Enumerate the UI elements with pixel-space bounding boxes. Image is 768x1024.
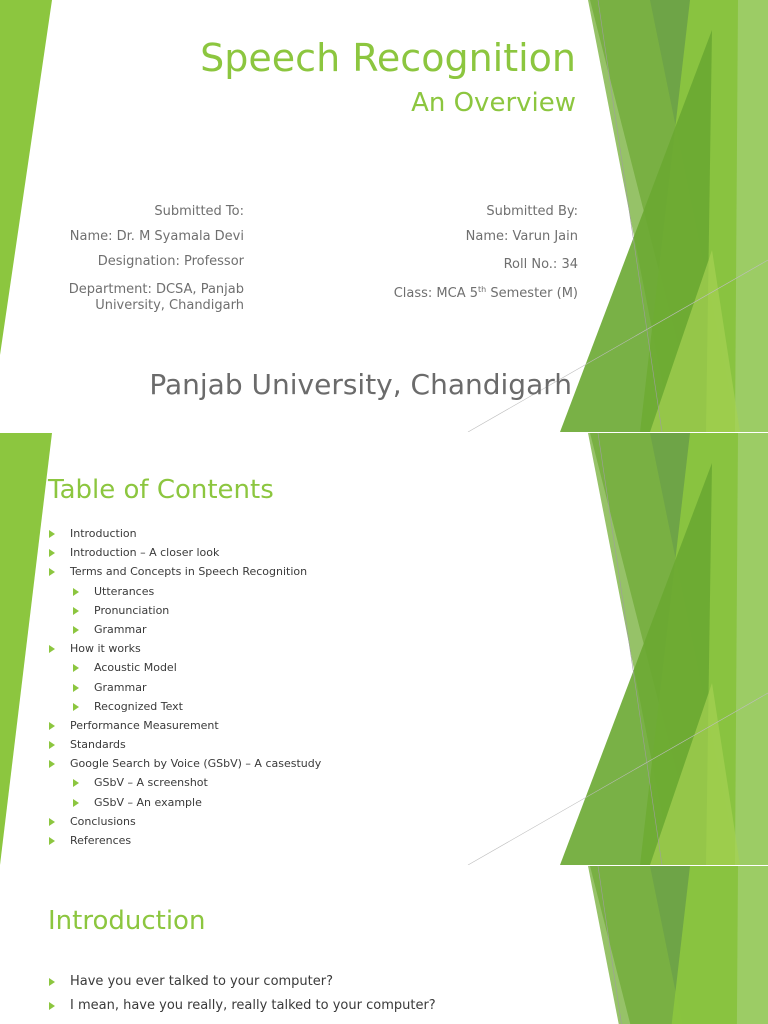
bullet-arrow-icon bbox=[49, 549, 55, 557]
bullet-arrow-icon bbox=[73, 799, 79, 807]
toc-item-label: How it works bbox=[70, 642, 141, 656]
toc-item-label: Pronunciation bbox=[94, 603, 170, 617]
university-name: Panjab University, Chandigarh bbox=[149, 368, 572, 401]
toc-item bbox=[48, 831, 321, 850]
submitted-to-department-line2: University, Chandigarh bbox=[95, 298, 244, 313]
toc-list bbox=[48, 524, 321, 850]
bullet-arrow-icon bbox=[49, 530, 55, 538]
toc-subitem bbox=[48, 678, 321, 697]
bullet-arrow-icon bbox=[49, 1002, 55, 1010]
toc-item-label: Performance Measurement bbox=[70, 718, 219, 732]
bullet-arrow-icon bbox=[73, 607, 79, 615]
submitted-to-heading: Submitted To: bbox=[154, 204, 244, 219]
submitted-to-department-line1: Department: DCSA, Panjab bbox=[68, 282, 244, 297]
submitted-to-block bbox=[54, 204, 244, 314]
class-suffix: Semester (M) bbox=[486, 286, 578, 301]
toc-item-label: Terms and Concepts in Speech Recognition bbox=[70, 565, 308, 579]
submitted-by-class bbox=[378, 282, 578, 302]
toc-item bbox=[48, 524, 321, 543]
submitted-to-name: Name: Dr. M Syamala Devi bbox=[69, 229, 244, 244]
toc-item bbox=[48, 543, 321, 562]
toc-subitem bbox=[48, 620, 321, 639]
slide-title: Speech Recognition bbox=[200, 36, 576, 80]
bullet-arrow-icon bbox=[73, 779, 79, 787]
intro-bullet bbox=[48, 994, 436, 1018]
toc-item bbox=[48, 562, 321, 581]
class-prefix: Class: MCA 5 bbox=[393, 286, 479, 301]
bullet-arrow-icon bbox=[73, 664, 79, 672]
slide-title: Table of Contents bbox=[48, 475, 274, 505]
submitted-by-name: Name: Varun Jain bbox=[465, 229, 578, 244]
submitted-by-block bbox=[378, 204, 578, 302]
bullet-arrow-icon bbox=[73, 703, 79, 711]
toc-item bbox=[48, 639, 321, 658]
toc-item-label: Utterances bbox=[94, 584, 155, 598]
submitted-by-heading: Submitted By: bbox=[486, 204, 578, 219]
class-superscript: th bbox=[478, 285, 487, 294]
slide-subtitle: An Overview bbox=[411, 88, 576, 118]
bullet-arrow-icon bbox=[73, 626, 79, 634]
title-slide bbox=[0, 0, 768, 432]
toc-item bbox=[48, 812, 321, 831]
bullet-arrow-icon bbox=[49, 722, 55, 730]
toc-item-label: References bbox=[70, 834, 132, 847]
toc-item-label: GSbV – An example bbox=[94, 795, 202, 809]
bullet-arrow-icon bbox=[49, 741, 55, 749]
intro-bullet bbox=[48, 970, 436, 994]
submitted-to-designation: Designation: Professor bbox=[97, 254, 244, 269]
bullet-arrow-icon bbox=[73, 684, 79, 692]
toc-subitem bbox=[48, 793, 321, 812]
bullet-arrow-icon bbox=[49, 818, 55, 826]
toc-item bbox=[48, 754, 321, 773]
toc-item-label: Recognized Text bbox=[94, 699, 183, 713]
slide-title: Introduction bbox=[48, 906, 206, 936]
bullet-arrow-icon bbox=[49, 760, 55, 768]
bullet-arrow-icon bbox=[73, 588, 79, 596]
intro-bullet-list bbox=[48, 970, 436, 1018]
intro-slide bbox=[0, 866, 768, 1024]
toc-slide bbox=[0, 433, 768, 865]
toc-item-label: Grammar bbox=[94, 622, 147, 636]
intro-bullet-text: Have you ever talked to your computer? bbox=[70, 974, 334, 989]
toc-item-label: Standards bbox=[70, 738, 126, 752]
toc-item-label: Conclusions bbox=[70, 814, 136, 828]
bullet-arrow-icon bbox=[49, 837, 55, 845]
bullet-arrow-icon bbox=[49, 568, 55, 576]
toc-subitem bbox=[48, 582, 321, 601]
toc-subitem bbox=[48, 658, 321, 677]
submitted-by-roll: Roll No.: 34 bbox=[503, 257, 578, 272]
toc-item-label: Introduction – A closer look bbox=[70, 546, 220, 560]
intro-bullet-text: I mean, have you really, really talked to your computer? bbox=[70, 998, 436, 1013]
toc-item-label: Introduction bbox=[70, 527, 137, 540]
toc-item bbox=[48, 716, 321, 735]
toc-item-label: Grammar bbox=[94, 680, 147, 694]
toc-item-label: Google Search by Voice (GSbV) – A casestudy bbox=[70, 757, 322, 771]
toc-item bbox=[48, 735, 321, 754]
toc-item-label: Acoustic Model bbox=[94, 661, 177, 675]
toc-subitem bbox=[48, 697, 321, 716]
bullet-arrow-icon bbox=[49, 978, 55, 986]
toc-item-label: GSbV – A screenshot bbox=[94, 776, 208, 790]
bullet-arrow-icon bbox=[49, 645, 55, 653]
toc-subitem bbox=[48, 601, 321, 620]
toc-subitem bbox=[48, 773, 321, 792]
